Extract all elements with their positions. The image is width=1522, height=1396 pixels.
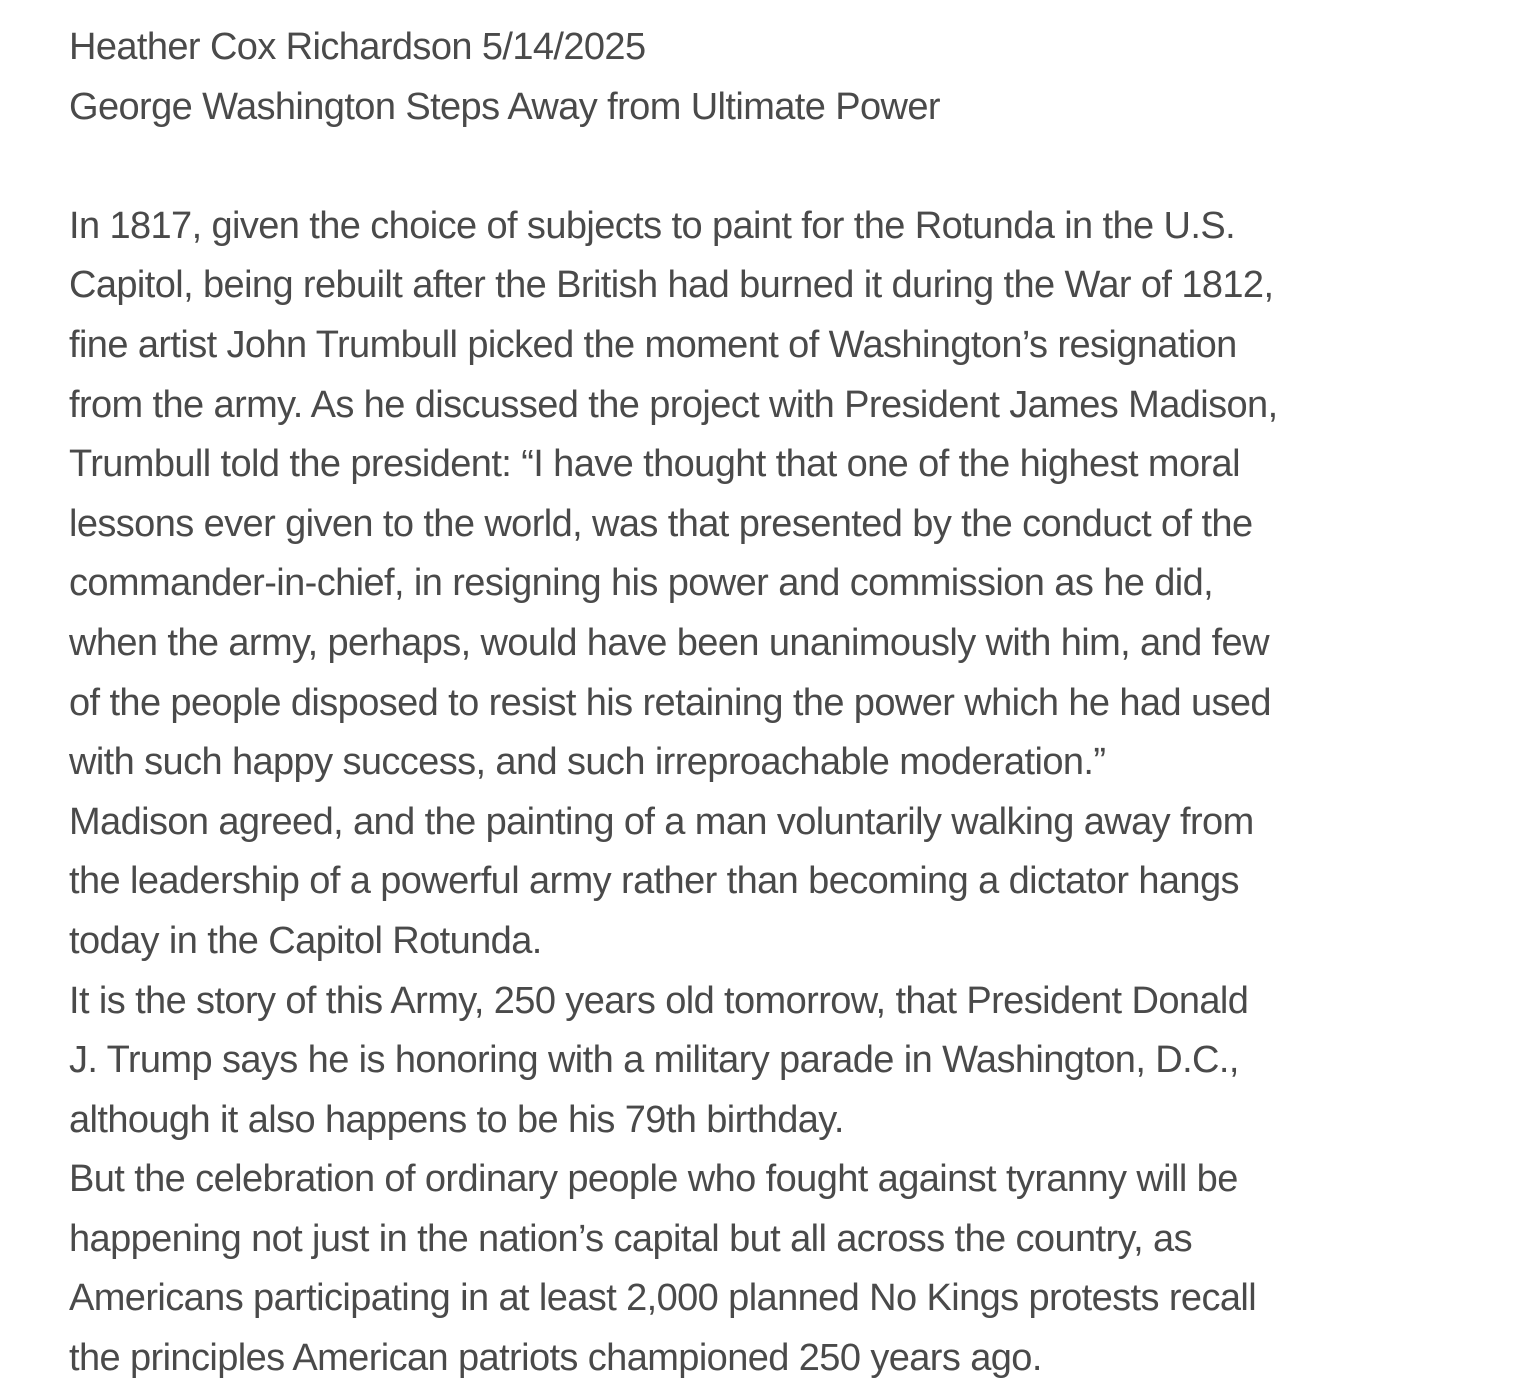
text-line: commander-in-chief, in resigning his power and commission as he did,	[69, 562, 1214, 605]
paragraph-trumbull	[69, 197, 1509, 793]
text-line: lessons ever given to the world, was that presented by the conduct of the	[69, 502, 1253, 545]
text-line: Madison agreed, and the painting of a man voluntarily walking away from	[69, 800, 1254, 843]
paragraph-celebration	[69, 1150, 1509, 1388]
text-line: It is the story of this Army, 250 years old tomorrow, that President Donald	[69, 979, 1249, 1022]
byline: Heather Cox Richardson 5/14/2025	[69, 26, 646, 68]
blank-line	[69, 137, 1509, 197]
note-title: George Washington Steps Away from Ultimate Power	[69, 85, 940, 128]
text-line: In 1817, given the choice of subjects to paint for the Rotunda in the U.S.	[69, 204, 1236, 247]
text-line: when the army, perhaps, would have been unanimously with him, and few	[69, 621, 1269, 664]
paragraph-madison	[69, 793, 1509, 972]
text-line: today in the Capitol Rotunda.	[69, 919, 542, 962]
text-line: with such happy success, and such irreproachable moderation.”	[69, 741, 1106, 784]
text-line: fine artist John Trumbull picked the moment of Washington’s resignation	[69, 323, 1237, 366]
paragraph-army	[69, 972, 1509, 1151]
text-line: happening not just in the nation’s capital but all across the country, as	[69, 1217, 1192, 1260]
text-line: although it also happens to be his 79th birthday.	[69, 1098, 844, 1141]
text-line: But the celebration of ordinary people who fought against tyranny will be	[69, 1158, 1238, 1201]
text-line: from the army. As he discussed the project with President James Madison,	[69, 383, 1278, 426]
text-line: of the people disposed to resist his retaining the power which he had used	[69, 681, 1271, 724]
text-line: J. Trump says he is honoring with a military parade in Washington, D.C.,	[69, 1039, 1239, 1082]
text-line: the principles American patriots championed 250 years ago.	[69, 1337, 1042, 1380]
text-line: Americans participating in at least 2,000 planned No Kings protests recall	[69, 1277, 1257, 1320]
text-line: the leadership of a powerful army rather than becoming a dictator hangs	[69, 860, 1239, 903]
note-body	[69, 18, 1509, 1389]
text-line: Capitol, being rebuilt after the British had burned it during the War of 1812,	[69, 264, 1274, 307]
text-line: Trumbull told the president: “I have thought that one of the highest moral	[69, 443, 1240, 486]
